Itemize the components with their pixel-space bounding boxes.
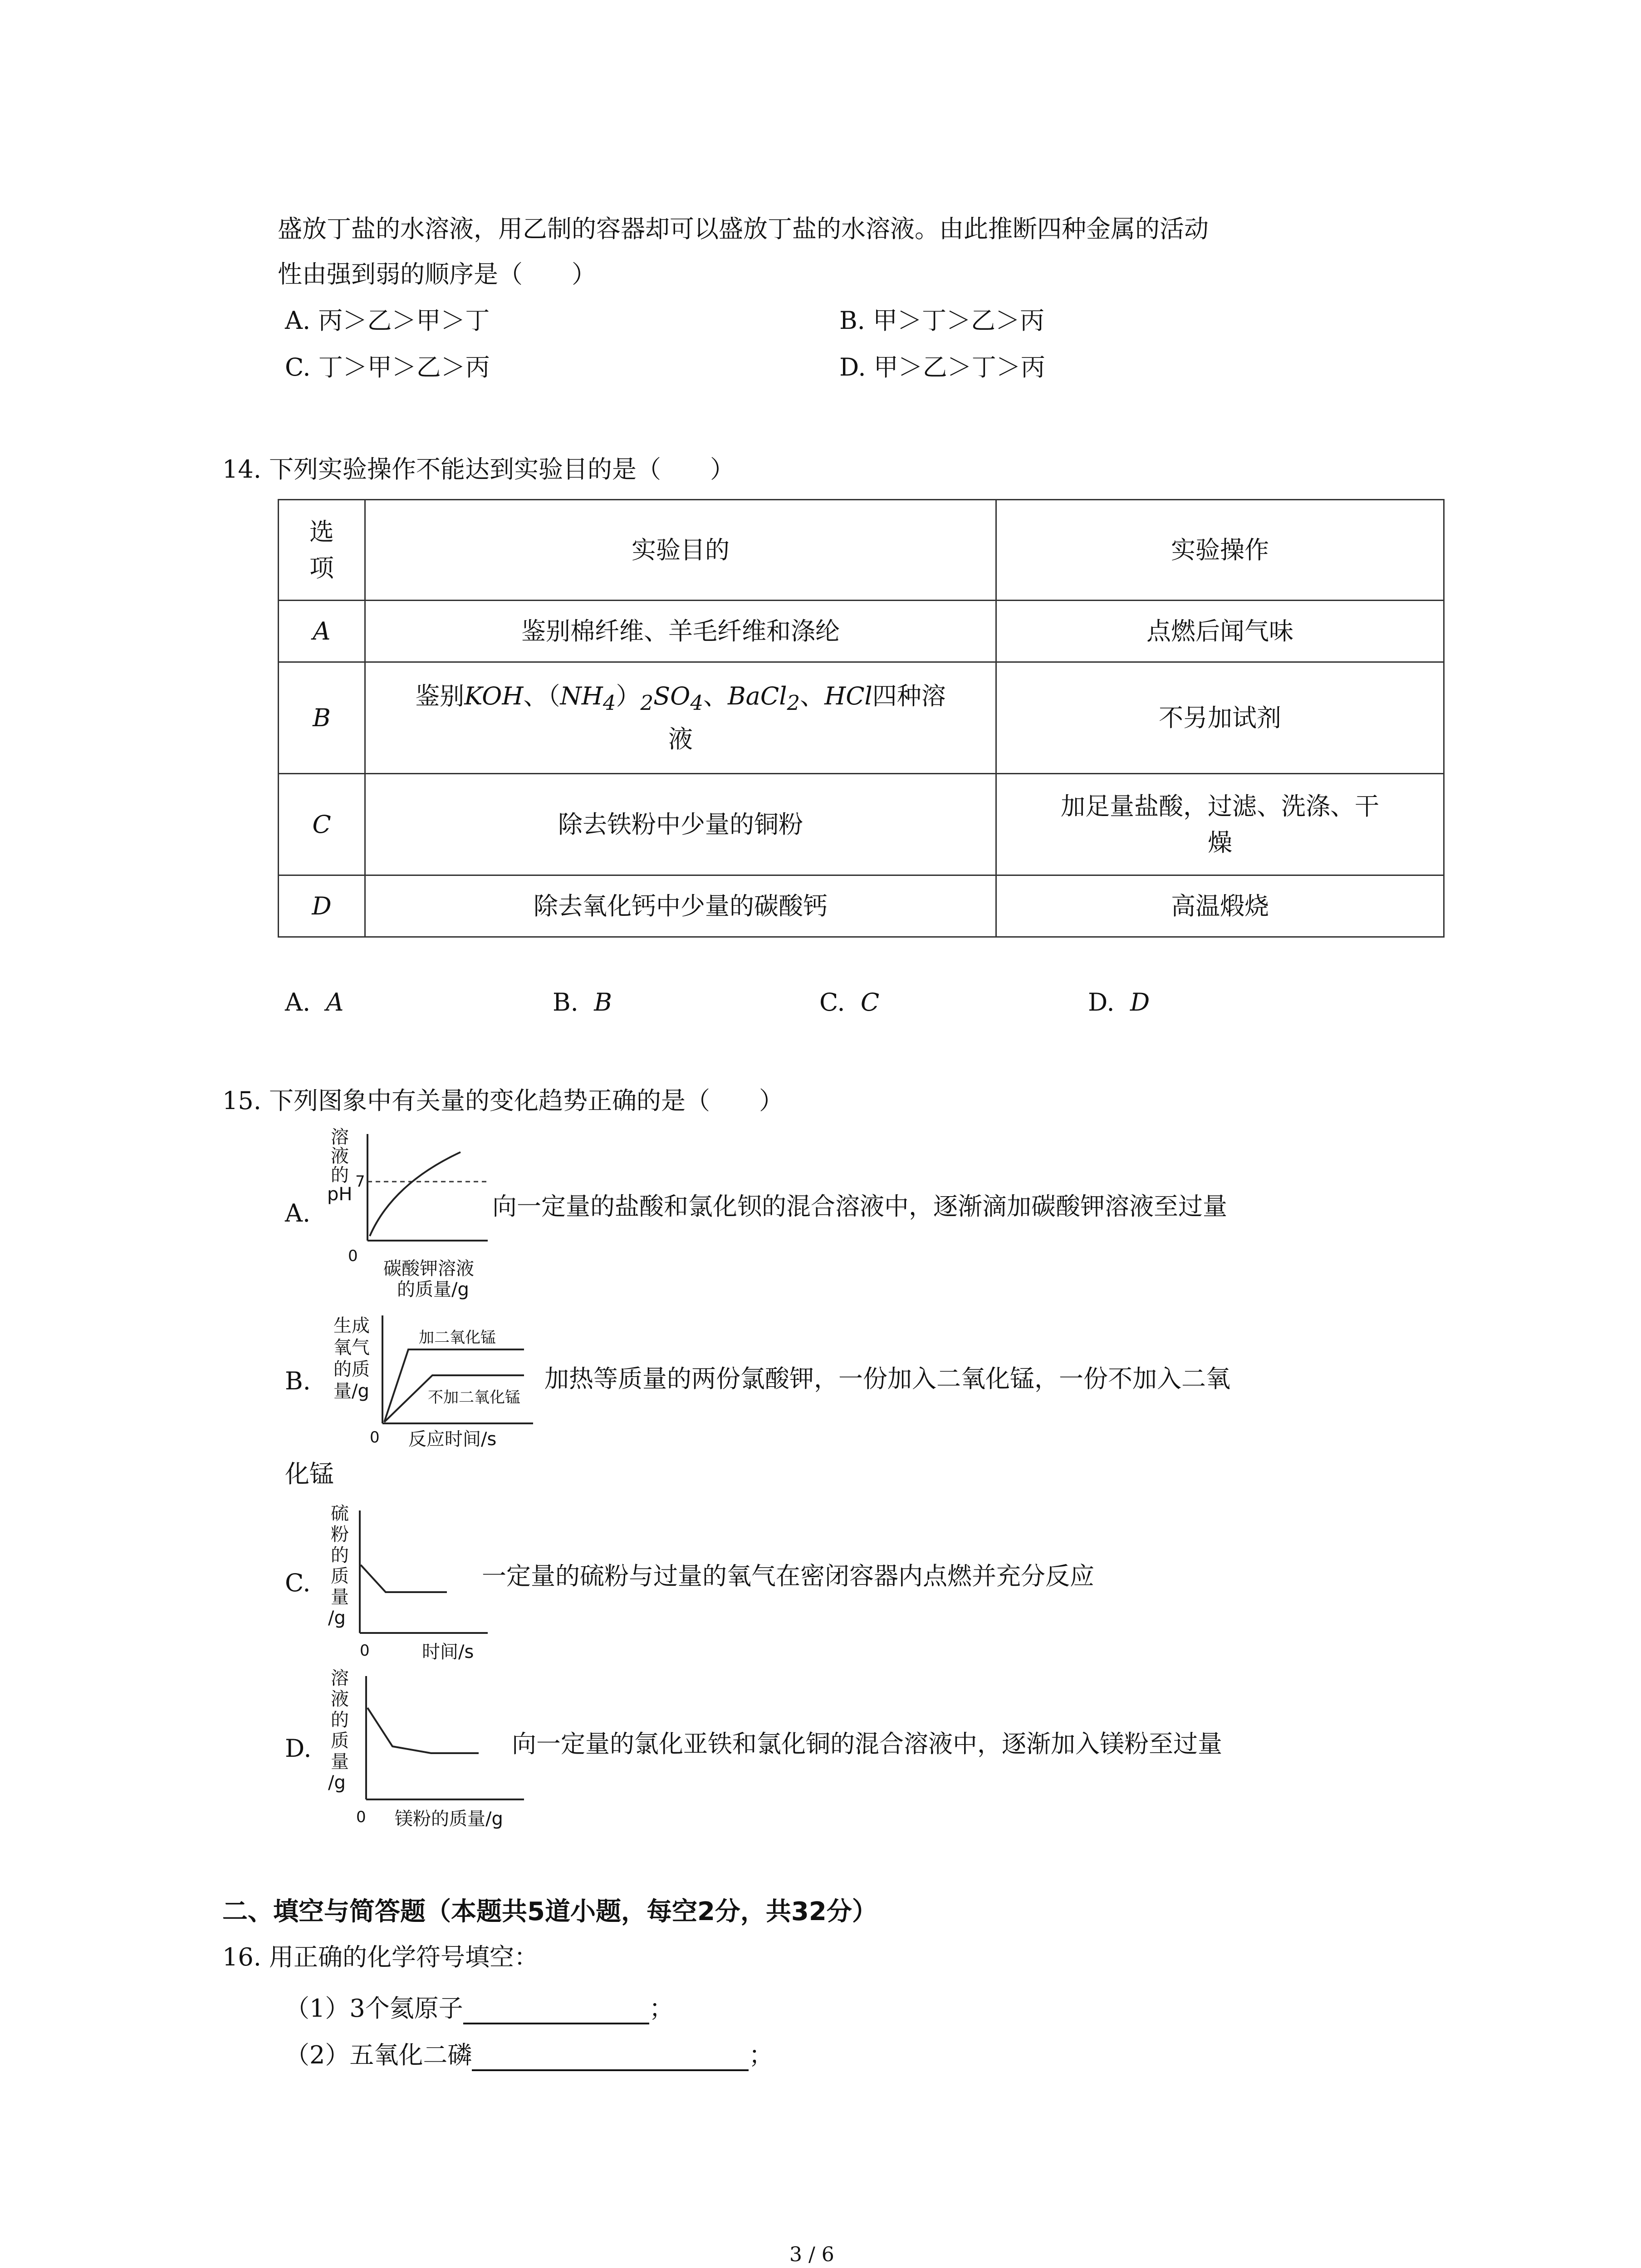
choice-prefix: A.: [285, 988, 311, 1017]
row-d-option: D: [279, 875, 365, 937]
c-origin: 0: [360, 1642, 370, 1660]
a-ylabel-3: 的: [331, 1165, 349, 1186]
b-legend-2: 不加二氧化锰: [428, 1388, 520, 1407]
a-xlabel-1: 碳酸钾溶液: [383, 1258, 474, 1279]
purpose-text: 鉴别: [415, 682, 465, 711]
a-y-mark: 7: [355, 1173, 365, 1191]
b-ylabel-1: 生成: [333, 1315, 370, 1336]
c-ylabel-4: 质: [331, 1566, 349, 1587]
q14-stem: 14. 下列实验操作不能达到实验目的是（ ）: [222, 455, 735, 484]
q16-item-2: [285, 2039, 773, 2071]
row-b-operation: 不另加试剂: [996, 662, 1444, 774]
q16-answer-blank-1[interactable]: [463, 1997, 649, 2024]
choice-prefix: D.: [1088, 988, 1115, 1017]
table-row: [279, 662, 1444, 774]
row-d-purpose: 除去氧化钙中少量的碳酸钙: [365, 875, 996, 937]
q16-item-2-end: ；: [749, 2041, 774, 2069]
q15-stem: 15. 下列图象中有关量的变化趋势正确的是（ ）: [222, 1086, 784, 1115]
q13-option-c: C. 丁＞甲＞乙＞丙: [285, 353, 490, 381]
q15-option-b-text: 加热等质量的两份氯酸钾，一份加入二氧化锰，一份不加入二氧: [544, 1364, 1230, 1393]
choice-prefix: C.: [819, 988, 845, 1017]
q13-stem-line2: 性由强到弱的顺序是（ ）: [278, 260, 596, 288]
choice-value: A: [326, 988, 344, 1017]
q13-stem-line1: 盛放丁盐的水溶液，用乙制的容器却可以盛放丁盐的水溶液。由此推断四种金属的活动: [278, 215, 1209, 243]
separator: 、: [703, 682, 728, 711]
table-row: [279, 774, 1444, 875]
subscript: 2: [787, 690, 800, 715]
choice-value: C: [860, 988, 880, 1017]
b-xlabel: 反应时间/s: [408, 1429, 497, 1450]
row-c-operation: [996, 774, 1444, 875]
b-origin: 0: [370, 1428, 380, 1447]
row-c-option: C: [279, 774, 365, 875]
separator: ）: [616, 682, 641, 711]
row-b-purpose-line2: 液: [668, 724, 693, 753]
header-option: 选 项: [279, 500, 365, 601]
subscript: 4: [603, 690, 616, 715]
q14-table: [278, 499, 1445, 938]
c-line: [361, 1565, 447, 1592]
subscript: 4: [690, 690, 703, 715]
d-ylabel-3: 的: [331, 1710, 349, 1730]
row-b-option: B: [279, 662, 365, 774]
header-purpose: 实验目的: [365, 500, 996, 601]
row-c-operation-line2: 燥: [1208, 828, 1232, 857]
choice-prefix: B.: [553, 988, 578, 1017]
b-legend-1: 加二氧化锰: [419, 1329, 496, 1347]
d-line: [367, 1708, 479, 1753]
table-row: [279, 875, 1444, 937]
q15-b-graph: [324, 1306, 551, 1456]
d-ylabel-2: 液: [331, 1689, 349, 1710]
purpose-text: 四种溶: [872, 682, 946, 711]
a-ylabel-2: 液: [331, 1146, 349, 1167]
a-ylabel-4: pH: [327, 1184, 353, 1205]
q16-item-2-label: （2）五氧化二磷: [285, 2041, 472, 2069]
q15-option-c-text: 一定量的硫粉与过量的氧气在密闭容器内点燃并充分反应: [482, 1562, 1094, 1590]
c-xlabel: 时间/s: [422, 1642, 474, 1662]
q15-c-graph: [324, 1497, 497, 1669]
a-origin: 0: [348, 1247, 358, 1265]
d-ylabel-4: 质: [331, 1730, 349, 1751]
q15-option-a-text: 向一定量的盐酸和氯化钡的混合溶液中，逐渐滴加碳酸钾溶液至过量: [492, 1192, 1227, 1221]
b-ylabel-4: 量/g: [333, 1381, 369, 1402]
row-d-operation: 高温煅烧: [996, 875, 1444, 937]
a-curve: [370, 1152, 460, 1236]
row-c-operation-line1: 加足量盐酸，过滤、洗涤、干: [1061, 792, 1379, 821]
row-b-purpose: [365, 662, 996, 774]
d-xlabel: 镁粉的质量/g: [395, 1809, 503, 1829]
c-ylabel-3: 的: [331, 1545, 349, 1566]
header-operation: 实验操作: [996, 500, 1444, 601]
q16-stem: 16. 用正确的化学符号填空：: [222, 1943, 539, 1971]
q16-item-1-end: ；: [649, 1994, 674, 2023]
q16-item-1: [285, 1993, 674, 2024]
q13-option-b: B. 甲＞丁＞乙＞丙: [839, 306, 1045, 335]
formula-so: SO: [653, 682, 691, 711]
table-row: [279, 601, 1444, 662]
d-ylabel-1: 溶: [331, 1668, 349, 1689]
q15-a-graph: [324, 1125, 497, 1306]
q14-choice-d: [1088, 987, 1150, 1018]
q15-option-d-text: 向一定量的氯化亚铁和氯化铜的混合溶液中，逐渐加入镁粉至过量: [512, 1730, 1222, 1758]
d-ylabel-6: /g: [328, 1772, 346, 1793]
formula-koh: KOH: [464, 682, 524, 711]
c-ylabel-6: /g: [328, 1608, 346, 1628]
c-ylabel-5: 量: [331, 1587, 349, 1608]
table-header-row: [279, 500, 1444, 601]
q14-choice-a: [285, 987, 344, 1018]
b-ylabel-3: 的质: [333, 1359, 370, 1380]
separator: 、（: [523, 682, 560, 711]
q15-option-d-label: D.: [285, 1734, 312, 1763]
row-a-purpose: 鉴别棉纤维、羊毛纤维和涤纶: [365, 601, 996, 662]
choice-value: D: [1130, 988, 1150, 1017]
separator: 、: [800, 682, 825, 711]
c-ylabel-1: 硫: [331, 1503, 349, 1524]
page-number: 3 / 6: [789, 2243, 834, 2266]
d-origin: 0: [356, 1808, 366, 1826]
subscript: 2: [640, 690, 654, 715]
q16-item-1-label: （1）3个氦原子: [285, 1994, 463, 2023]
q14-choice-c: [819, 987, 879, 1018]
q15-option-c-label: C.: [285, 1569, 311, 1597]
q16-answer-blank-2[interactable]: [472, 2044, 749, 2071]
choice-value: B: [594, 988, 612, 1017]
row-a-option: A: [279, 601, 365, 662]
b-ylabel-2: 氧气: [333, 1337, 370, 1358]
row-b-purpose-line1: [377, 678, 985, 721]
q14-choice-b: [553, 987, 612, 1018]
q15-d-graph: [324, 1662, 529, 1835]
a-xlabel-2: 的质量/g: [397, 1279, 469, 1300]
formula-bacl: BaCl: [728, 682, 787, 711]
a-ylabel-1: 溶: [331, 1127, 349, 1148]
b-line-with-mno2: [384, 1349, 524, 1422]
formula-hcl: HCl: [824, 682, 872, 711]
row-c-purpose: 除去铁粉中少量的铜粉: [365, 774, 996, 875]
q15-option-b-label: B.: [285, 1367, 311, 1395]
row-a-operation: 点燃后闻气味: [996, 601, 1444, 662]
section-2-title: 二、填空与简答题（本题共5道小题，每空2分，共32分）: [222, 1897, 877, 1926]
q13-option-d: D. 甲＞乙＞丁＞丙: [839, 353, 1045, 381]
q13-option-a: A. 丙＞乙＞甲＞丁: [285, 306, 490, 335]
formula-nh: NH: [560, 682, 603, 711]
d-ylabel-5: 量: [331, 1751, 349, 1772]
q15-option-a-label: A.: [285, 1199, 311, 1227]
c-ylabel-2: 粉: [331, 1524, 349, 1545]
q15-option-b-text-cont: 化锰: [285, 1460, 334, 1488]
